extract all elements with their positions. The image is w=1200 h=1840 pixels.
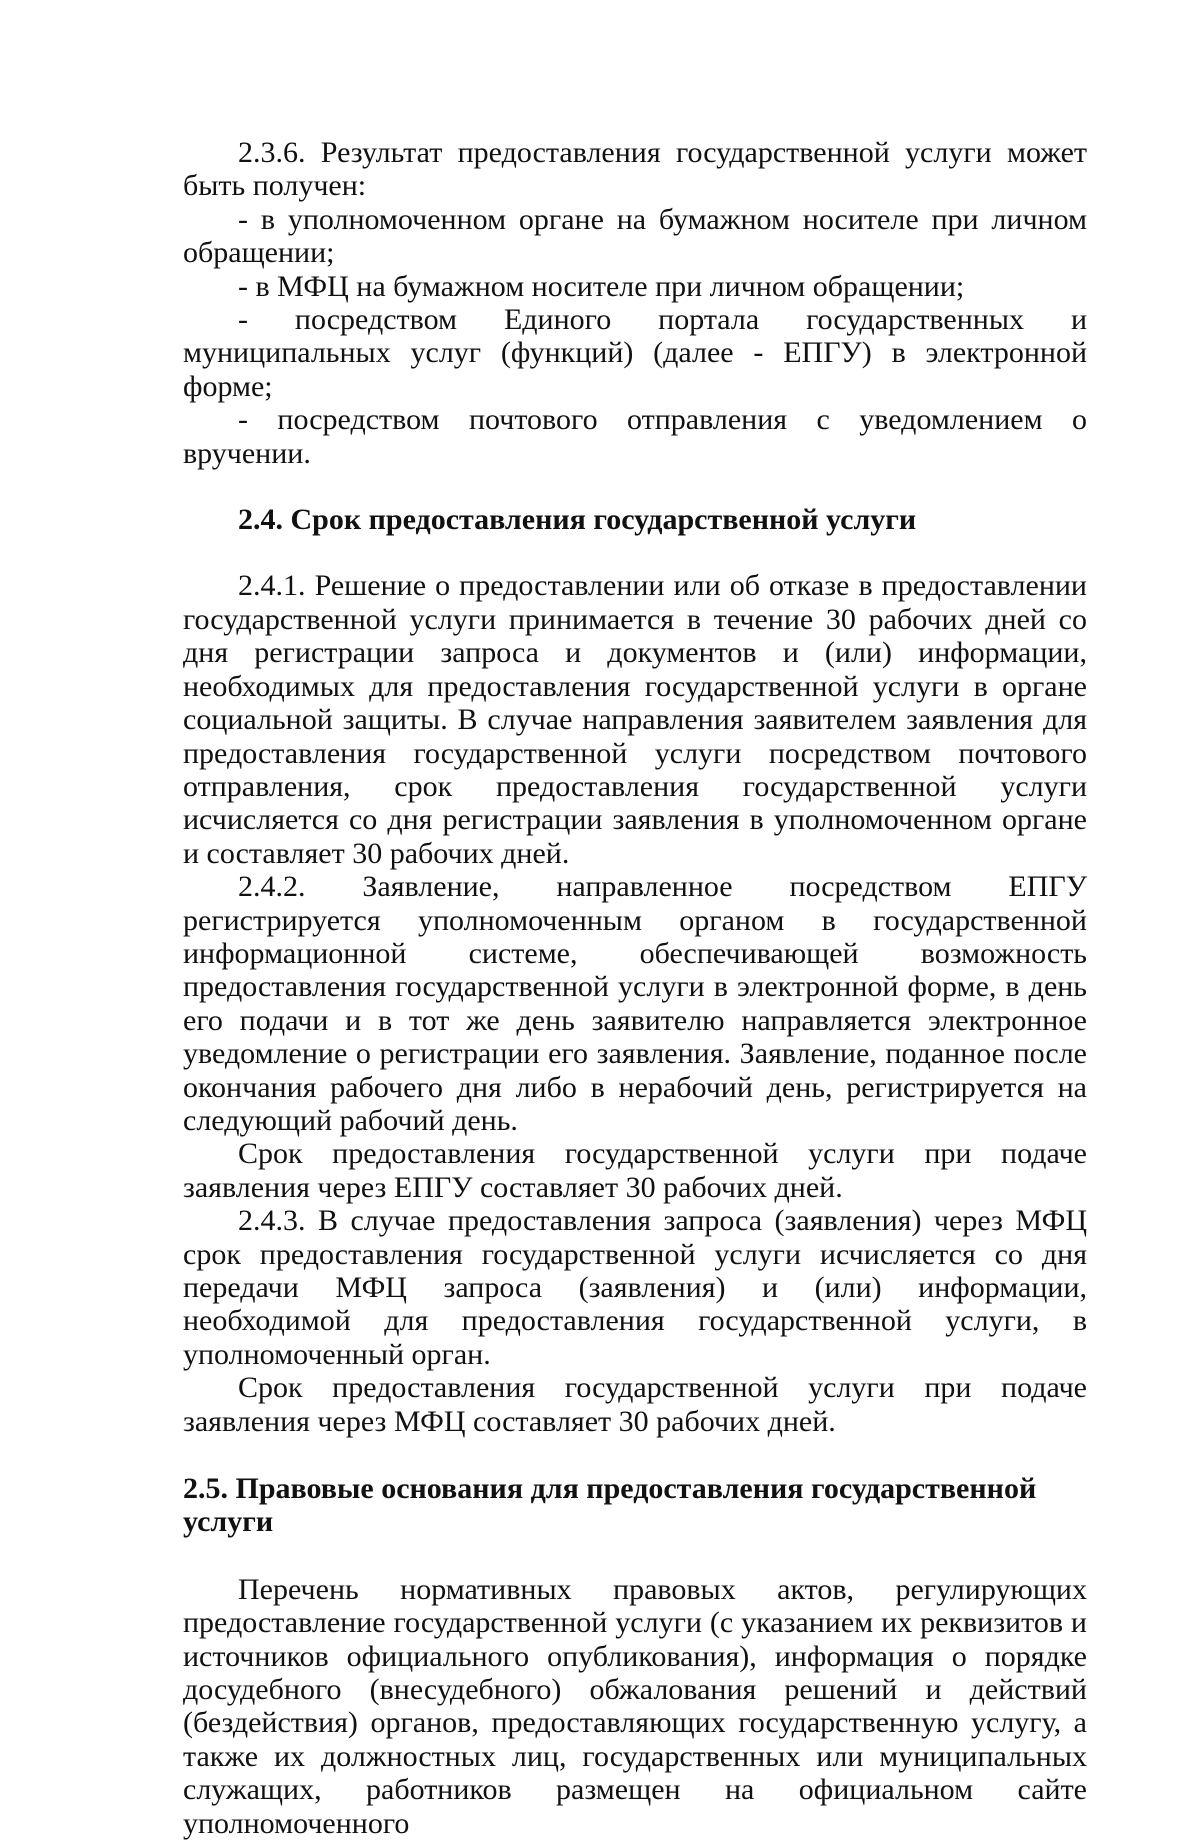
list-item-postal: - посредством почтового отправления с уведомлением о вручении. <box>183 403 1087 470</box>
paragraph-2-5-legal-basis: Перечень нормативных правовых актов, регулирующих предоставление государственной услуги (с указанием их реквизитов и источников официального опубликования), информация о порядке досудебного (внесудебного) обжалования решений и действий (бездействия) органов, предоставляющих государственную услугу, а также их должностных лиц, государственных или муниципальных служащих, работников размещен на официальном сайте уполномоченного <box>183 1572 1087 1840</box>
list-item-mfc: - в МФЦ на бумажном носителе при личном обращении; <box>238 269 965 303</box>
spacer <box>183 1438 1087 1472</box>
document-body <box>183 136 1087 1840</box>
spacer <box>183 470 1087 503</box>
paragraph-2-4-2: 2.4.2. Заявление, направленное посредством ЕПГУ регистрируется уполномоченным органом в государственной информационной системе, обеспечивающей возможность предоставления государственной услуги в электронной форме, в день его подачи и в тот же день заявителю направляется электронное уведомление о регистрации его заявления. Заявление, поданное после окончания рабочего дня либо в нерабочий день, регистрируется на следующий рабочий день. <box>183 870 1087 1137</box>
paragraph-2-3-6-intro: 2.3.6. Результат предоставления государственной услуги может быть получен: <box>183 136 1087 203</box>
spacer <box>183 536 1087 569</box>
paragraph-2-4-3: 2.4.3. В случае предоставления запроса (заявления) через МФЦ срок предоставления государственной услуги исчисляется со дня передачи МФЦ запроса (заявления) и (или) информации, необходимой для предоставления государственной услуги, в уполномоченный орган. <box>183 1204 1087 1371</box>
section-heading-2-4: 2.4. Срок предоставления государственной услуги <box>238 503 917 537</box>
paragraph-2-4-2-term: Срок предоставления государственной услуги при подаче заявления через ЕПГУ составляет 30 рабочих дней. <box>183 1137 1087 1204</box>
list-item-epgu: - посредством Единого портала государственных и муниципальных услуг (функций) (далее - ЕПГУ) в электронной форме; <box>183 303 1087 403</box>
list-item-authorized-body: - в уполномоченном органе на бумажном носителе при личном обращении; <box>183 202 1087 270</box>
paragraph-2-4-3-term: Срок предоставления государственной услуги при подаче заявления через МФЦ составляет 30 рабочих дней. <box>183 1371 1087 1438</box>
spacer <box>183 1539 1087 1573</box>
paragraph-2-4-1: 2.4.1. Решение о предоставлении или об отказе в предоставлении государственной услуги принимается в течение 30 рабочих дней со дня регистрации запроса и документов и (или) информации, необходимых для предоставления государственной услуги в органе социальной защиты. В случае направления заявителем заявления для предоставления государственной услуги посредством почтового отправления, срок предоставления государственной услуги исчисляется со дня регистрации заявления в уполномоченном органе и составляет 30 рабочих дней. <box>183 569 1087 870</box>
section-heading-2-5: 2.5. Правовые основания для предоставления государственной услуги <box>183 1472 1037 1539</box>
